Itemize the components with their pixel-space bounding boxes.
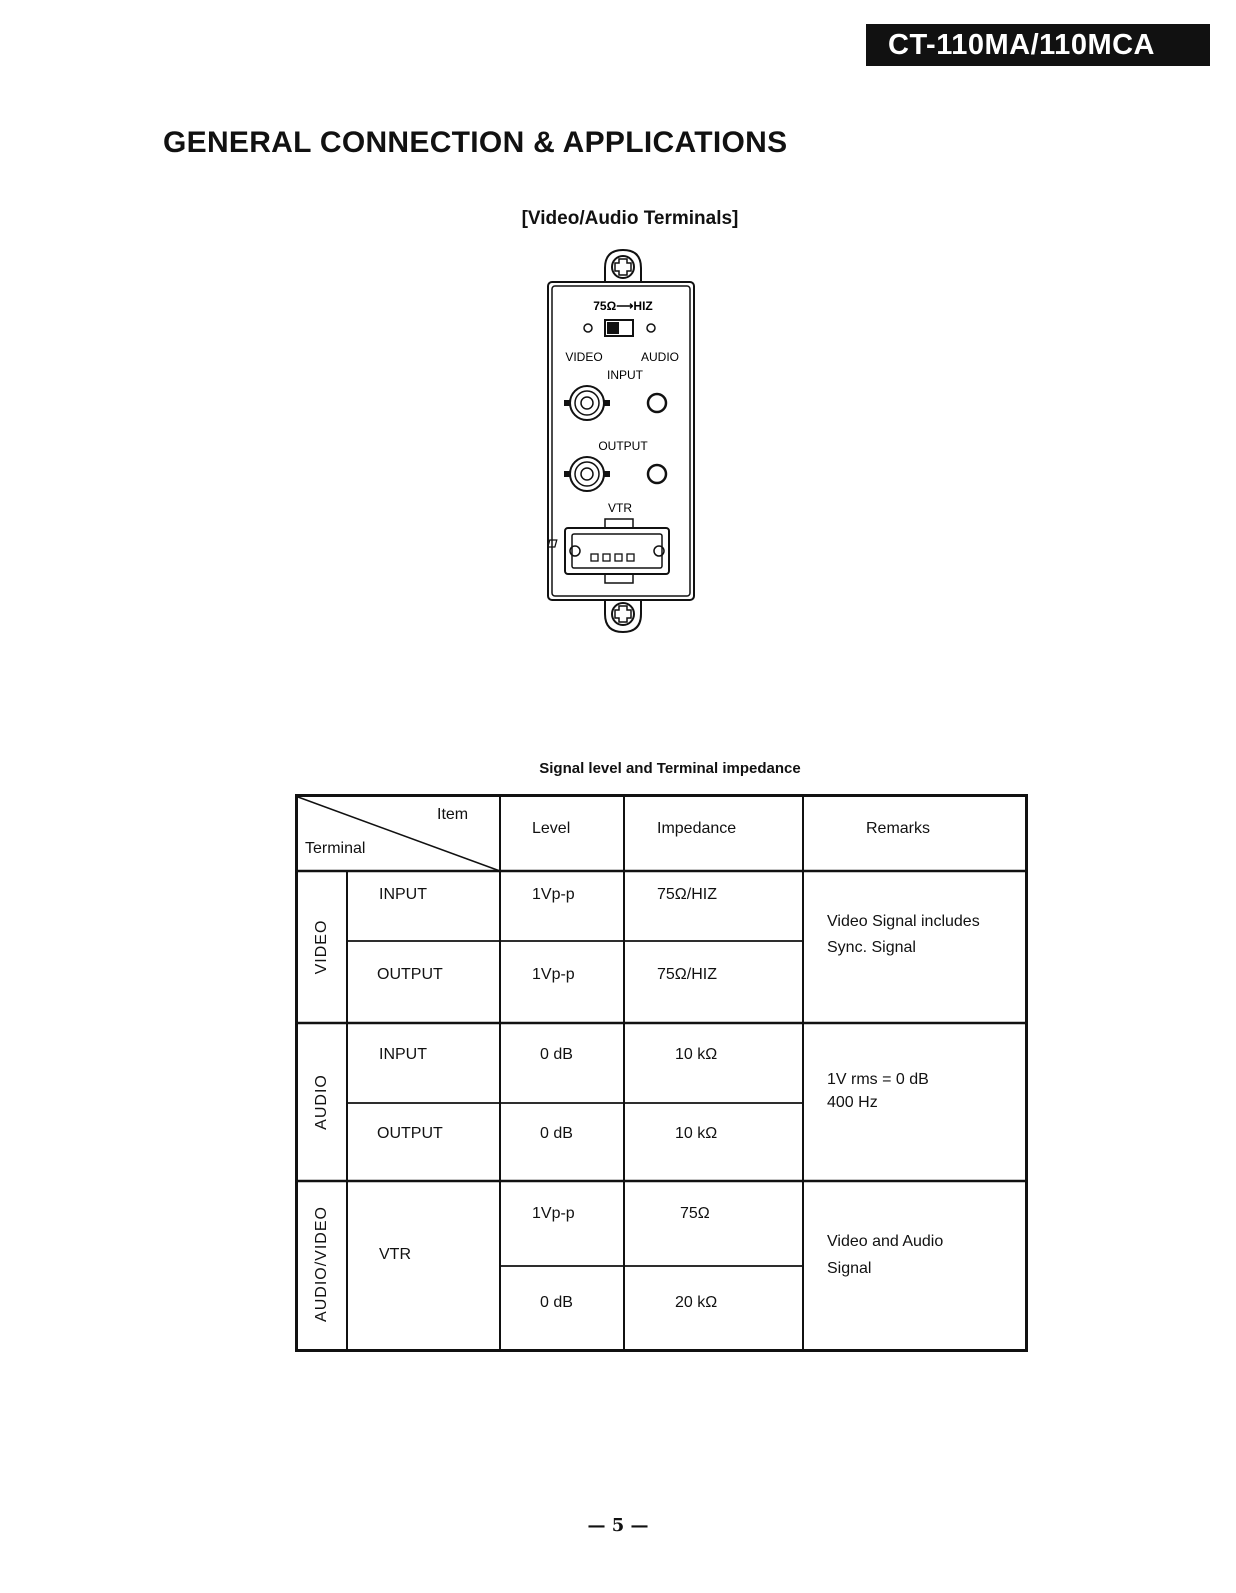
page-title: GENERAL CONNECTION & APPLICATIONS xyxy=(163,126,788,159)
vtr-terminal-label: VTR xyxy=(379,1246,411,1263)
output-label: OUTPUT xyxy=(598,439,648,453)
top-screw-icon xyxy=(612,256,634,278)
video-output-impedance: 75Ω/HIZ xyxy=(657,966,717,983)
audio-input-impedance: 10 kΩ xyxy=(675,1046,718,1063)
video-output-level: 1Vp-p xyxy=(532,966,575,983)
vtr-row2-level: 0 dB xyxy=(540,1294,573,1311)
audio-label: AUDIO xyxy=(640,350,680,364)
vtr-label: VTR xyxy=(608,501,632,515)
input-label: INPUT xyxy=(607,368,643,382)
av-remarks-line2: Signal xyxy=(827,1260,872,1277)
table-caption: Signal level and Terminal impedance xyxy=(539,760,801,777)
video-remarks-line2: Sync. Signal xyxy=(827,939,916,956)
header-impedance: Impedance xyxy=(657,820,737,837)
video-label: VIDEO xyxy=(565,350,603,364)
video-input-level: 1Vp-p xyxy=(532,886,575,903)
impedance-switch-label: 75Ω⟶HIZ xyxy=(593,299,653,313)
terminal-panel-diagram xyxy=(547,248,707,648)
group-label-audio-video: AUDIO/VIDEO xyxy=(313,1206,330,1322)
signal-level-table xyxy=(295,794,1028,1352)
audio-remarks-line2: 400 Hz xyxy=(827,1094,878,1111)
video-input-label: INPUT xyxy=(379,886,427,903)
vtr-row1-level: 1Vp-p xyxy=(532,1205,575,1222)
group-label-video: VIDEO xyxy=(313,919,330,975)
header-terminal: Terminal xyxy=(305,840,366,857)
header-remarks: Remarks xyxy=(866,820,931,837)
page-number: — 5 — xyxy=(587,1515,649,1536)
audio-output-level: 0 dB xyxy=(540,1125,573,1142)
video-remarks-line1: Video Signal includes xyxy=(827,913,980,930)
audio-input-level: 0 dB xyxy=(540,1046,573,1063)
model-badge: CT-110MA/110MCA xyxy=(866,24,1210,66)
bottom-screw-icon xyxy=(612,603,634,625)
bottom-mounting-ear xyxy=(605,600,641,632)
header-item: Item xyxy=(437,806,469,823)
video-input-impedance: 75Ω/HIZ xyxy=(657,886,717,903)
vtr-row2-impedance: 20 kΩ xyxy=(675,1294,718,1311)
audio-output-label: OUTPUT xyxy=(377,1125,443,1142)
video-output-label: OUTPUT xyxy=(377,966,443,983)
audio-output-impedance: 10 kΩ xyxy=(675,1125,718,1142)
audio-remarks-line1: 1V rms = 0 dB xyxy=(827,1071,929,1088)
vtr-row1-impedance: 75Ω xyxy=(680,1205,710,1222)
header-level: Level xyxy=(532,820,571,837)
group-label-audio: AUDIO xyxy=(313,1074,330,1130)
diagram-caption: [Video/Audio Terminals] xyxy=(521,208,739,229)
av-remarks-line1: Video and Audio xyxy=(827,1233,944,1250)
audio-input-label: INPUT xyxy=(379,1046,427,1063)
